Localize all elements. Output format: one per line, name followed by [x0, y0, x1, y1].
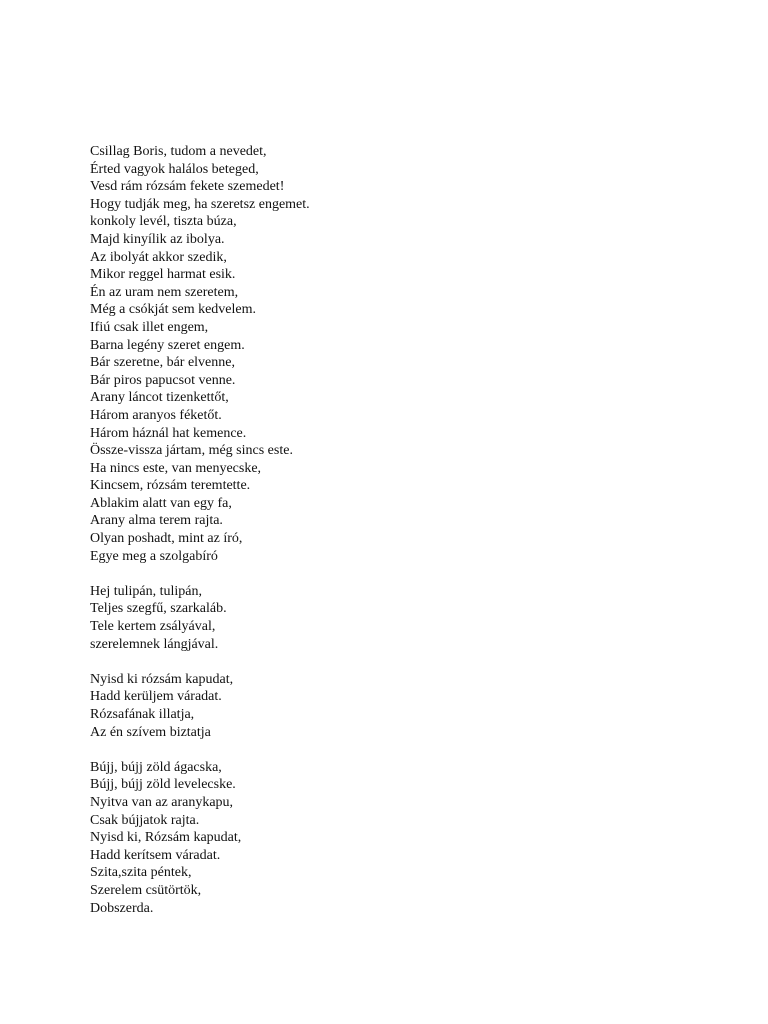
stanza-4: [90, 759, 730, 917]
poem-line: Vesd rám rózsám fekete szemedet!: [90, 179, 285, 195]
poem-line: Három háznál hat kemence.: [90, 425, 247, 441]
poem-line: Bújj, bújj zöld levelecske.: [90, 777, 236, 793]
poem-line: Én az uram nem szeretem,: [90, 284, 239, 300]
poem-line: Majd kinyílik az ibolya.: [90, 231, 225, 247]
poem-line: Érted vagyok halálos beteged,: [90, 161, 259, 177]
poem-line: Rózsafának illatja,: [90, 707, 195, 722]
poem-line: Bújj, bújj zöld ágacska,: [90, 759, 222, 775]
stanza-3: [90, 671, 730, 741]
poem-line: szerelemnek lángjával.: [90, 636, 219, 652]
poem-line: Bár piros papucsot venne.: [90, 372, 236, 388]
poem-line: Hadd kerüljem váradat.: [90, 689, 222, 705]
poem-line: Ifiú csak illet engem,: [90, 319, 209, 335]
poem-line: Egye meg a szolgabíró: [90, 548, 218, 564]
poem-line: Az ibolyát akkor szedik,: [90, 249, 227, 265]
poem-line: Még a csókját sem kedvelem.: [90, 302, 257, 318]
poem-line: konkoly levél, tiszta búza,: [90, 214, 237, 230]
stanza-2: [90, 583, 730, 653]
poem-line: Az én szívem biztatja: [90, 724, 211, 740]
poem-line: Hogy tudják meg, ha szeretsz engemet.: [90, 196, 310, 212]
poem-line: Kincsem, rózsám teremtette.: [90, 478, 251, 494]
poem-line: Csak bújjatok rajta.: [90, 812, 200, 828]
poem-line: Arany láncot tizenkettőt,: [90, 390, 229, 406]
poem-line: Tele kertem zsályával,: [90, 619, 216, 635]
poem-line: Mikor reggel harmat esik.: [90, 267, 236, 283]
poem-line: Csillag Boris, tudom a nevedet,: [90, 144, 267, 159]
poem-line: Bár szeretne, bár elvenne,: [90, 355, 235, 371]
document-page: [90, 143, 730, 917]
poem-line: Szerelem csütörtök,: [90, 882, 202, 898]
poem-line: Össze-vissza jártam, még sincs este.: [90, 443, 293, 459]
poem-line: Olyan poshadt, mint az író,: [90, 531, 243, 547]
poem-line: Szita,szita péntek,: [90, 865, 192, 881]
stanza-1: [90, 143, 730, 565]
poem-line: Nyisd ki rózsám kapudat,: [90, 671, 234, 687]
poem-line: Nyisd ki, Rózsám kapudat,: [90, 830, 242, 846]
poem-line: Nyitva van az aranykapu,: [90, 794, 234, 810]
poem-line: Három aranyos féketőt.: [90, 407, 222, 423]
poem-line: Arany alma terem rajta.: [90, 513, 223, 529]
poem-line: Dobszerda.: [90, 900, 154, 916]
poem-line: Ha nincs este, van menyecske,: [90, 460, 262, 476]
poem-line: Hej tulipán, tulipán,: [90, 583, 202, 599]
poem-line: Barna legény szeret engem.: [90, 337, 245, 353]
poem-line: Teljes szegfű, szarkaláb.: [90, 601, 227, 617]
poem-line: Ablakim alatt van egy fa,: [90, 495, 232, 511]
poem-line: Hadd kerítsem váradat.: [90, 847, 221, 863]
